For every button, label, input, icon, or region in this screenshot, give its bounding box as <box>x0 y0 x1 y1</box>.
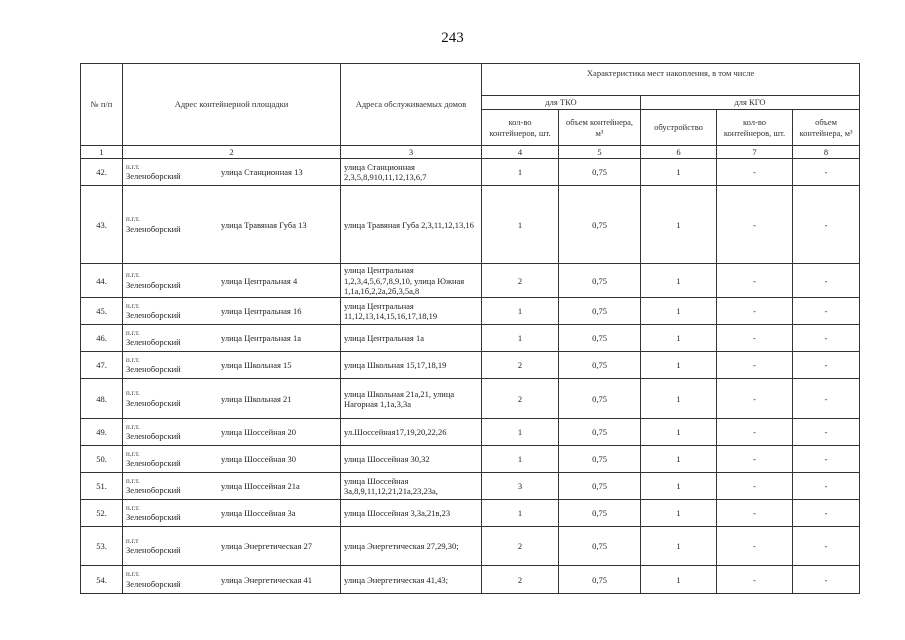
tko-volume: 0,75 <box>559 159 641 186</box>
served-houses: улица Центральная 1,2,3,4,5,6,7,8,9,10, улица Южная 1,1а,1б,2,2а,2б,3,5а,8 <box>341 264 482 298</box>
table-row <box>81 186 860 264</box>
site-address <box>123 325 341 352</box>
kgo-count: - <box>717 298 793 325</box>
street-address: улица Шоссейная 21а <box>221 481 300 492</box>
kgo-count: - <box>717 566 793 594</box>
settlement-name: Зеленоборский <box>126 578 181 589</box>
header-kgo-count: кол-во контейнеров, шт. <box>717 110 793 146</box>
kgo-setup: 1 <box>641 419 717 446</box>
tko-count: 1 <box>482 159 559 186</box>
kgo-setup: 1 <box>641 264 717 298</box>
table-row <box>81 352 860 379</box>
header-served-houses: Адреса обслуживаемых домов <box>341 64 482 146</box>
kgo-count: - <box>717 446 793 473</box>
column-number: 2 <box>123 146 341 159</box>
row-number: 42. <box>81 159 123 186</box>
served-houses: улица Центральная 1а <box>341 325 482 352</box>
kgo-count: - <box>717 264 793 298</box>
site-address <box>123 527 341 566</box>
tko-count: 1 <box>482 419 559 446</box>
settlement-type: п.г.т <box>126 536 139 545</box>
header-characteristics: Характеристика мест накопления, в том числе <box>482 64 860 96</box>
header-num: № п/п <box>81 64 123 146</box>
column-number: 1 <box>81 146 123 159</box>
settlement-name: Зеленоборский <box>126 512 181 523</box>
kgo-count: - <box>717 500 793 527</box>
street-address: улица Центральная 16 <box>221 306 302 317</box>
served-houses: улица Школьная 21а,21, улица Нагорная 1,1а,3,3а <box>341 379 482 419</box>
kgo-volume: - <box>793 159 860 186</box>
street-address: улица Школьная 15 <box>221 360 292 371</box>
kgo-setup: 1 <box>641 379 717 419</box>
row-number: 45. <box>81 298 123 325</box>
column-number: 7 <box>717 146 793 159</box>
tko-volume: 0,75 <box>559 446 641 473</box>
site-address <box>123 379 341 419</box>
served-houses: улица Энергетическая 41,43; <box>341 566 482 594</box>
kgo-count: - <box>717 419 793 446</box>
row-number: 54. <box>81 566 123 594</box>
row-number: 49. <box>81 419 123 446</box>
tko-volume: 0,75 <box>559 298 641 325</box>
page-number: 243 <box>441 30 464 46</box>
row-number: 43. <box>81 186 123 264</box>
settlement-type: п.г.т. <box>126 162 140 171</box>
site-address <box>123 500 341 527</box>
settlement-name: Зеленоборский <box>126 485 181 496</box>
street-address: улица Шоссейная 30 <box>221 454 296 465</box>
kgo-setup: 1 <box>641 298 717 325</box>
kgo-count: - <box>717 159 793 186</box>
tko-count: 3 <box>482 473 559 500</box>
kgo-volume: - <box>793 298 860 325</box>
table-row <box>81 500 860 527</box>
header-tko: для ТКО <box>482 96 641 110</box>
settlement-name: Зеленоборский <box>126 337 181 348</box>
table-row <box>81 159 860 186</box>
street-address: улица Школьная 21 <box>221 393 292 404</box>
header-site-address: Адрес контейнерной площадки <box>123 64 341 146</box>
kgo-volume: - <box>793 473 860 500</box>
tko-volume: 0,75 <box>559 186 641 264</box>
kgo-count: - <box>717 379 793 419</box>
kgo-setup: 1 <box>641 473 717 500</box>
kgo-volume: - <box>793 264 860 298</box>
served-houses: улица Шоссейная 3,3а,21в,23 <box>341 500 482 527</box>
column-number: 4 <box>482 146 559 159</box>
table-row <box>81 446 860 473</box>
settlement-type: п.г.т. <box>126 271 140 280</box>
served-houses: улица Травяная Губа 2,3,11,12,13,16 <box>341 186 482 264</box>
street-address: улица Шоссейная 20 <box>221 427 296 438</box>
site-address <box>123 473 341 500</box>
settlement-type: п.г.т. <box>126 328 140 337</box>
kgo-count: - <box>717 527 793 566</box>
container-sites-table <box>80 63 860 594</box>
served-houses: улица Энергетическая 27,29,30; <box>341 527 482 566</box>
site-address <box>123 159 341 186</box>
tko-volume: 0,75 <box>559 527 641 566</box>
header-kgo: для КГО <box>641 96 860 110</box>
table-row <box>81 325 860 352</box>
tko-count: 1 <box>482 500 559 527</box>
settlement-type: п.г.т. <box>126 389 140 398</box>
column-number: 3 <box>341 146 482 159</box>
kgo-volume: - <box>793 446 860 473</box>
kgo-volume: - <box>793 325 860 352</box>
row-number: 48. <box>81 379 123 419</box>
settlement-name: Зеленоборский <box>126 310 181 321</box>
kgo-setup: 1 <box>641 446 717 473</box>
tko-volume: 0,75 <box>559 352 641 379</box>
tko-count: 1 <box>482 186 559 264</box>
column-number-row <box>81 146 860 159</box>
table-row <box>81 298 860 325</box>
served-houses: улица Школьная 15,17,18,19 <box>341 352 482 379</box>
header-kgo-volume: объем контейнера, м³ <box>793 110 860 146</box>
site-address <box>123 352 341 379</box>
kgo-setup: 1 <box>641 527 717 566</box>
tko-count: 2 <box>482 379 559 419</box>
street-address: улица Центральная 4 <box>221 275 298 286</box>
settlement-type: п.г.т. <box>126 449 140 458</box>
kgo-setup: 1 <box>641 352 717 379</box>
table-row <box>81 473 860 500</box>
row-number: 47. <box>81 352 123 379</box>
kgo-setup: 1 <box>641 186 717 264</box>
settlement-name: Зеленоборский <box>126 223 181 234</box>
column-number: 8 <box>793 146 860 159</box>
served-houses: улица Станционная 2,3,5,8,910,11,12,13,6,7 <box>341 159 482 186</box>
kgo-count: - <box>717 186 793 264</box>
table-row <box>81 527 860 566</box>
row-number: 46. <box>81 325 123 352</box>
kgo-volume: - <box>793 352 860 379</box>
kgo-count: - <box>717 325 793 352</box>
kgo-setup: 1 <box>641 159 717 186</box>
table-row <box>81 264 860 298</box>
served-houses: улица Шоссейная 30,32 <box>341 446 482 473</box>
kgo-count: - <box>717 352 793 379</box>
row-number: 50. <box>81 446 123 473</box>
tko-volume: 0,75 <box>559 500 641 527</box>
header-tko-count: кол-во контейнеров, шт. <box>482 110 559 146</box>
served-houses: улица Шоссейная 3а,8,9,11,12,21,21а,23,23а, <box>341 473 482 500</box>
kgo-setup: 1 <box>641 566 717 594</box>
settlement-type: п.г.т. <box>126 301 140 310</box>
settlement-type: п.г.т. <box>126 422 140 431</box>
kgo-volume: - <box>793 527 860 566</box>
settlement-name: Зеленоборский <box>126 397 181 408</box>
tko-count: 2 <box>482 527 559 566</box>
site-address <box>123 419 341 446</box>
tko-volume: 0,75 <box>559 419 641 446</box>
tko-volume: 0,75 <box>559 379 641 419</box>
kgo-volume: - <box>793 419 860 446</box>
settlement-type: п.г.т. <box>126 215 140 224</box>
tko-count: 2 <box>482 352 559 379</box>
settlement-type: п.г.т. <box>126 476 140 485</box>
kgo-volume: - <box>793 379 860 419</box>
street-address: улица Энергетическая 27 <box>221 541 313 552</box>
street-address: улица Травяная Губа 13 <box>221 219 307 230</box>
tko-count: 1 <box>482 325 559 352</box>
settlement-name: Зеленоборский <box>126 279 181 290</box>
served-houses: улица Центральная 11,12,13,14,15,16,17,18,19 <box>341 298 482 325</box>
row-number: 44. <box>81 264 123 298</box>
header-tko-volume: объем контейнера, м³ <box>559 110 641 146</box>
site-address <box>123 446 341 473</box>
tko-volume: 0,75 <box>559 473 641 500</box>
site-address <box>123 264 341 298</box>
settlement-name: Зеленоборский <box>126 171 181 182</box>
row-number: 52. <box>81 500 123 527</box>
settlement-type: п.г.т. <box>126 570 140 579</box>
kgo-volume: - <box>793 186 860 264</box>
column-number: 6 <box>641 146 717 159</box>
settlement-name: Зеленоборский <box>126 364 181 375</box>
tko-volume: 0,75 <box>559 566 641 594</box>
street-address: улица Станционная 13 <box>221 167 303 178</box>
street-address: улица Энергетическая 41 <box>221 574 313 585</box>
table-row <box>81 566 860 594</box>
header-kgo-setup: обустройство <box>641 110 717 146</box>
tko-count: 2 <box>482 264 559 298</box>
table-row <box>81 379 860 419</box>
table-row <box>81 419 860 446</box>
served-houses: ул.Шоссейная17,19,20,22,26 <box>341 419 482 446</box>
settlement-type: п.г.т. <box>126 503 140 512</box>
settlement-type: п.г.т. <box>126 355 140 364</box>
site-address <box>123 566 341 594</box>
kgo-count: - <box>717 473 793 500</box>
tko-count: 1 <box>482 298 559 325</box>
kgo-volume: - <box>793 500 860 527</box>
street-address: улица Шоссейная 3а <box>221 508 296 519</box>
kgo-setup: 1 <box>641 500 717 527</box>
site-address <box>123 186 341 264</box>
tko-volume: 0,75 <box>559 325 641 352</box>
street-address: улица Центральная 1а <box>221 333 301 344</box>
column-number: 5 <box>559 146 641 159</box>
settlement-name: Зеленоборский <box>126 458 181 469</box>
kgo-setup: 1 <box>641 325 717 352</box>
tko-count: 1 <box>482 446 559 473</box>
row-number: 53. <box>81 527 123 566</box>
tko-volume: 0,75 <box>559 264 641 298</box>
kgo-volume: - <box>793 566 860 594</box>
site-address <box>123 298 341 325</box>
settlement-name: Зеленоборский <box>126 545 181 556</box>
table-body <box>81 159 860 594</box>
tko-count: 2 <box>482 566 559 594</box>
settlement-name: Зеленоборский <box>126 431 181 442</box>
row-number: 51. <box>81 473 123 500</box>
